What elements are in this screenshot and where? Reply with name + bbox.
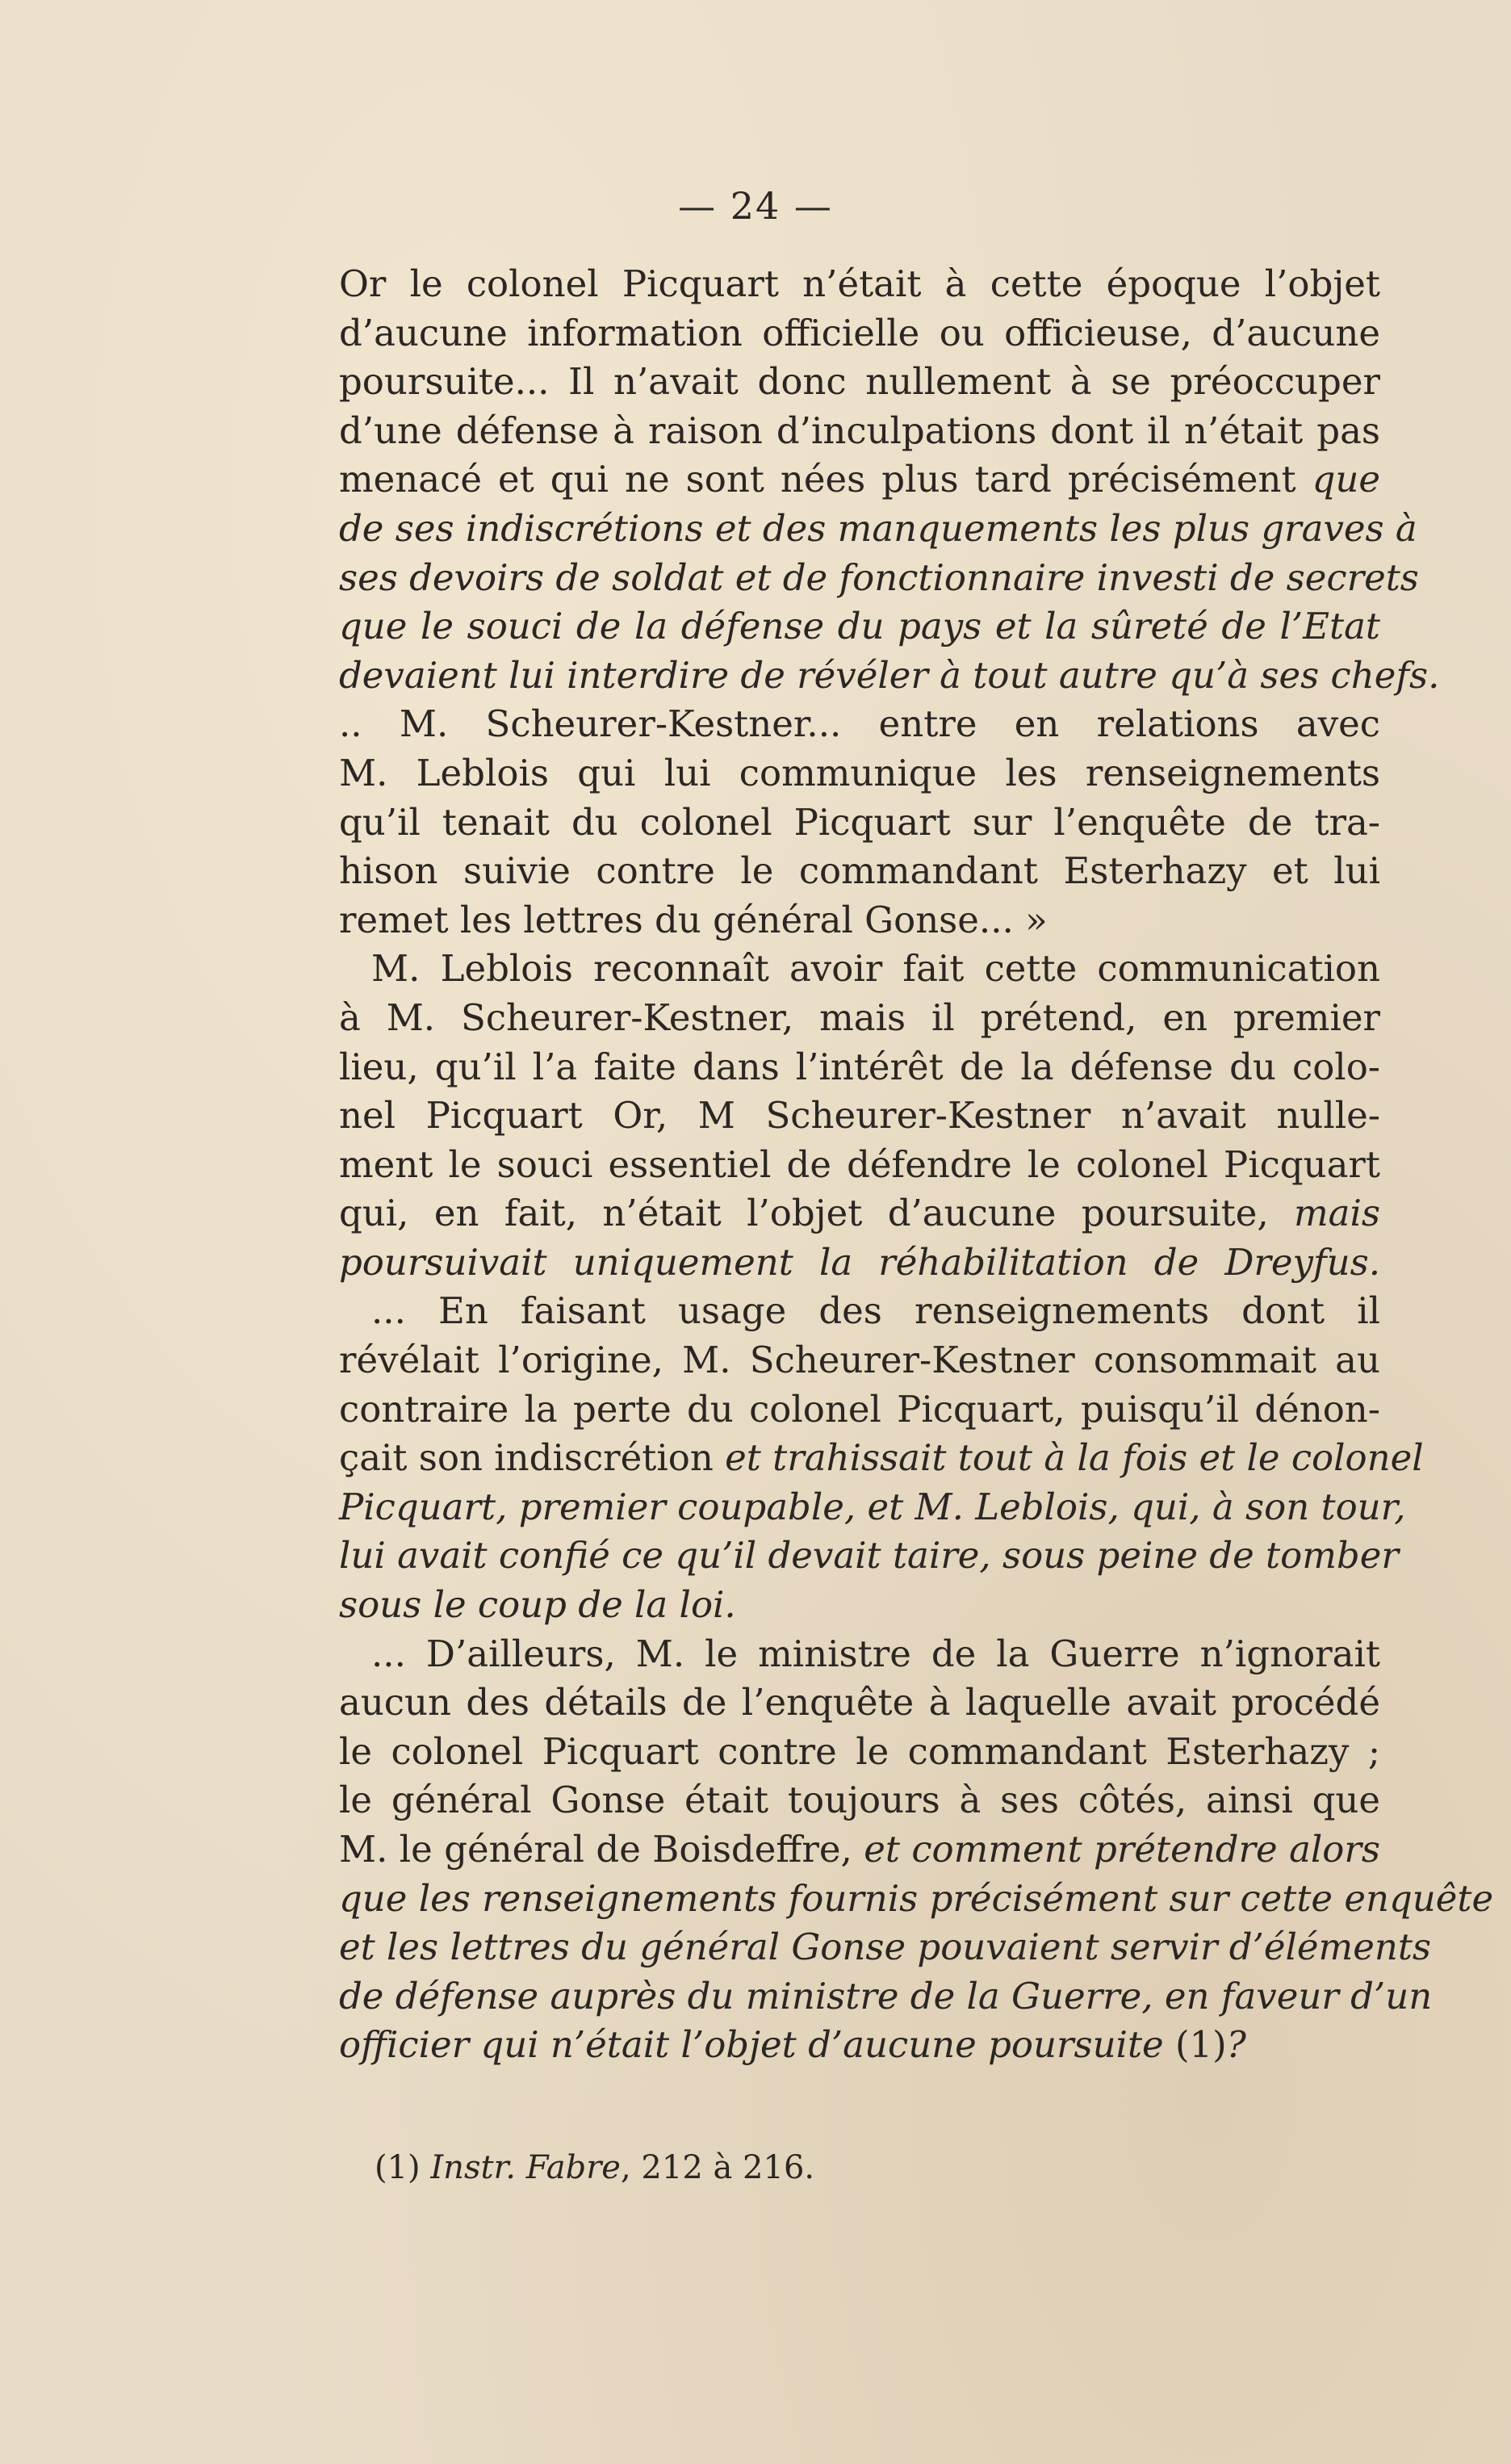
- text-line: [339, 2021, 1380, 2070]
- text-line: [339, 1141, 1380, 1190]
- text-line: [339, 1630, 1380, 1679]
- italic-text: mais: [1294, 1192, 1380, 1235]
- text-line: [339, 945, 1380, 994]
- text-line: [339, 1532, 1399, 1581]
- italic-text: et les lettres du général Gonse pouvaient servir d’éléments: [339, 1926, 1432, 1969]
- roman-text: le colonel Picquart contre le commandant Esterhazy ;: [339, 1729, 1380, 1773]
- roman-text: d’une défense à raison d’inculpations dont il n’était pas: [339, 409, 1380, 452]
- roman-text: aucun des détails de l’enquête à laquelle avait procédé: [339, 1681, 1380, 1724]
- italic-text: de ses indiscrétions et des manquements les plus graves à: [339, 506, 1417, 550]
- roman-text: d’aucune information officielle ou officieuse, d’aucune: [339, 311, 1380, 354]
- roman-text: M. Leblois qui lui communique les renseignements: [339, 751, 1380, 794]
- text-line: [339, 798, 1380, 848]
- italic-text: Picquart, premier coupable, et M. Leblois, qui, à son tour,: [339, 1485, 1406, 1528]
- italic-text: devaient lui interdire de révéler à tout autre qu’à ses chefs.: [339, 653, 1440, 697]
- roman-text: M. le général de Boisdeffre,: [339, 1828, 864, 1871]
- italic-text: officier qui n’était l’objet d’aucune poursuite: [339, 2023, 1164, 2067]
- roman-text: à M. Scheurer-Kestner, mais il prétend, en premier: [339, 995, 1380, 1039]
- text-line: [339, 1875, 1494, 1924]
- text-line: [339, 1972, 1433, 2022]
- roman-text: contraire la perte du colonel Picquart, puisqu’il dénon-: [339, 1387, 1380, 1431]
- roman-text: ... D’ailleurs, M. le ministre de la Guerre n’ignorait: [371, 1632, 1380, 1675]
- roman-text: qui, en fait, n’était l’objet d’aucune poursuite,: [339, 1192, 1294, 1235]
- footnote-source: Instr. Fabre: [430, 2149, 621, 2186]
- roman-text: lieu, qu’il l’a faite dans l’intérêt de la défense du colo-: [339, 1045, 1380, 1088]
- text-line: [339, 1776, 1380, 1825]
- roman-text: Or le colonel Picquart n’était à cette époque l’objet: [339, 262, 1380, 305]
- italic-text: que: [1312, 458, 1380, 501]
- roman-text: nel Picquart Or, M Scheurer-Kestner n’avait nulle-: [339, 1094, 1380, 1138]
- text-line: [339, 1434, 1424, 1483]
- body-text: [339, 260, 1494, 2070]
- text-line: [339, 505, 1417, 554]
- roman-text: hison suivie contre le commandant Esterhazy et lui: [339, 849, 1380, 893]
- italic-text: lui avait confié ce qu’il devait taire, sous peine de tomber: [339, 1534, 1399, 1578]
- roman-text: le général Gonse était toujours à ses côtés, ainsi que: [339, 1779, 1380, 1822]
- roman-text: .. M. Scheurer-Kestner... entre en relations avec: [339, 702, 1380, 746]
- roman-text: menacé et qui ne sont nées plus tard précisément: [339, 458, 1312, 501]
- italic-text: poursuivait uniquement la réhabilitation de Dreyfus.: [339, 1240, 1380, 1284]
- text-line: [339, 847, 1380, 896]
- text-line: [339, 1287, 1380, 1336]
- italic-text: que les renseignements fournis précisément sur cette enquête: [339, 1876, 1494, 1920]
- roman-text: ment le souci essentiel de défendre le colonel Picquart: [339, 1142, 1380, 1186]
- roman-text: poursuite... Il n’avait donc nullement à se préoccuper: [339, 360, 1380, 404]
- text-line: [339, 749, 1380, 798]
- text-line: [339, 1092, 1380, 1141]
- footnote-pages: , 212 à 216.: [620, 2149, 815, 2186]
- text-line: [339, 1678, 1380, 1728]
- footnote-marker: (1): [375, 2149, 431, 2186]
- text-line: [339, 1581, 1380, 1630]
- roman-text: çait son indiscrétion: [339, 1436, 726, 1480]
- text-line: [339, 1825, 1380, 1875]
- page-number: — 24 —: [678, 184, 833, 228]
- italic-text: sous le coup de la loi.: [339, 1583, 736, 1627]
- text-line: [339, 1189, 1380, 1238]
- text-line: [339, 1238, 1380, 1288]
- text-line: [339, 1043, 1380, 1092]
- italic-text: ?: [1226, 2023, 1246, 2067]
- text-line: [339, 1483, 1406, 1532]
- text-line: [339, 602, 1380, 652]
- text-line: [339, 700, 1380, 749]
- roman-text: qu’il tenait du colonel Picquart sur l’enquête de tra-: [339, 800, 1380, 844]
- roman-text: remet les lettres du général Gonse... »: [339, 898, 1048, 941]
- text-line: [339, 1336, 1380, 1385]
- roman-text: révélait l’origine, M. Scheurer-Kestner consommait au: [339, 1339, 1380, 1382]
- text-line: [339, 1923, 1432, 1972]
- text-line: [339, 994, 1380, 1043]
- roman-text: ... En faisant usage des renseignements dont il: [371, 1289, 1380, 1333]
- footnote: [375, 2149, 814, 2186]
- text-line: [339, 652, 1440, 701]
- roman-text: (1): [1163, 2023, 1227, 2067]
- text-line: [339, 1728, 1380, 1777]
- text-line: [339, 407, 1380, 456]
- text-line: [339, 358, 1380, 407]
- italic-text: de défense auprès du ministre de la Guerre, en faveur d’un: [339, 1974, 1433, 2018]
- text-line: [339, 896, 1380, 945]
- italic-text: et comment prétendre alors: [864, 1828, 1380, 1871]
- text-line: [339, 309, 1380, 358]
- text-line: [339, 1385, 1380, 1435]
- text-line: [339, 260, 1380, 309]
- text-line: [339, 455, 1380, 505]
- roman-text: M. Leblois reconnaît avoir fait cette communication: [371, 947, 1380, 991]
- italic-text: que le souci de la défense du pays et la sûreté de l’Etat: [339, 605, 1380, 648]
- italic-text: ses devoirs de soldat et de fonctionnaire investi de secrets: [339, 555, 1419, 599]
- text-line: [339, 554, 1419, 603]
- italic-text: et trahissait tout à la fois et le colonel: [725, 1436, 1424, 1480]
